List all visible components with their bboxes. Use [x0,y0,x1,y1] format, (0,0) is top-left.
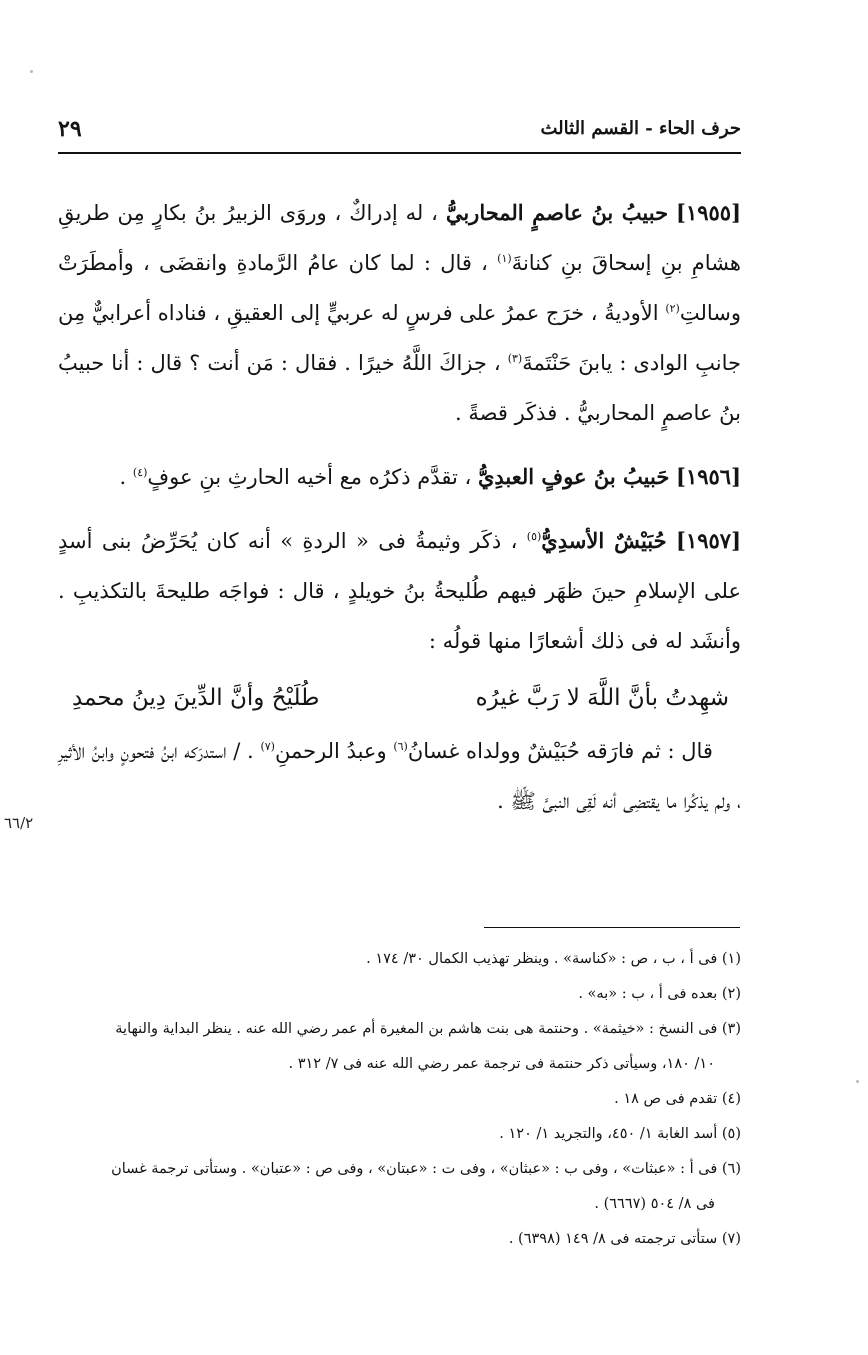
entry-name: حَبيبُ بنُ عوفٍ العبدِيُّ [477,464,670,489]
entry-text: ، له إدراكٌ ، وروَى الزبيرُ بنُ بكارٍ مِن طريقِ هشامِ بنِ إسحاقَ بنِ كنانةَ [58,201,742,275]
entry-text: ، جزاكَ اللَّهُ خيرًا . فقال : مَن أنت ؟ قال : أنا حبيبُ بنُ عاصمٍ المحاربيُّ . فذكَر قصةً . [58,351,741,425]
footnote-7: (٧) ستأتى ترجمته فى ٨/ ١٤٩ (٦٣٩٨) . [508,1231,741,1247]
footnote-ref[interactable]: (٣) [507,352,523,365]
footnote-ref[interactable]: (٦) [393,740,408,753]
main-text [58,188,741,826]
entry-number: [١٩٥٧] [676,528,741,553]
entry-name: حبيبُ بنُ عاصمٍ المحاربيُّ [445,200,669,225]
footnote-ref[interactable]: (٧) [260,740,275,753]
footnote-ref[interactable]: (٢) [665,302,680,315]
footnote-5: (٥) أسد الغابة ١/ ٤٥٠، والتجريد ١/ ١٢٠ . [499,1126,741,1142]
entry-intro [58,516,741,666]
header-rule [58,152,741,154]
entry-1956 [58,452,741,502]
footnote-ref[interactable]: (٤) [132,466,148,479]
entry-text: وعبدُ الرحمنِ [274,739,387,763]
entry-text: . [119,465,127,489]
footnote-6: (٦) فى أ : «عبثات» ، وفى ب : «عبثان» ، وفى ت : «عبتان» ، وفى ص : «عتبان» . وستأتى ترجمة غسان [111,1161,741,1177]
entry-number: [١٩٥٦] [676,464,741,489]
footnote-1: (١) فى أ ، ب ، ص : «كناسة» . وينظر تهذيب الكمال ٣٠/ ١٧٤ . [366,951,741,967]
poem-verse [58,670,741,726]
verse-first-hemistich: شهِدتُ بأنَّ اللَّهَ لا رَبَّ غيرُه [475,685,729,711]
entry-text: الأوديةُ ، خرَج عمرُ على فرسٍ له عربيٍّ إلى العقيقِ ، فناداه أعرابيٌّ مِن جانبِ الوادى : يابنَ حَنْتَمةَ [58,301,741,375]
entry-1955 [58,188,741,438]
page-number: ٢٩ [58,116,82,142]
scan-speck [856,1080,859,1083]
footnote-6-continued: فى ٨/ ٥٠٤ (٦٦٦٧) . [594,1196,715,1212]
margin-page-reference: ٦٦/٢ [4,814,34,832]
page-header [58,112,741,148]
scan-speck [30,70,33,73]
entry-text: ، قال : لما كان عامُ الرَّمادةِ وانقضَى ، وأمطَرَتْ وسالتِ [58,251,741,325]
footnote-ref[interactable]: (٥) [526,530,542,543]
entry-continuation [58,726,741,826]
verse-second-hemistich: طُلَيْحُ وأنَّ الدِّينَ دِينُ محمدِ [72,685,320,711]
entry-1957 [58,516,741,826]
footnote-4: (٤) تقدم فى ص ١٨ . [614,1091,741,1107]
footnotes [58,942,741,1257]
footnote-3-continued: ١٠/ ١٨٠، وسيأتى ذكر حنتمة فى ترجمة عمر رضي الله عنه فى ٧/ ٣١٢ . [288,1056,715,1072]
entry-text: ، تقدَّم ذكرُه مع أخيه الحارثِ بنِ عوفٍ [147,465,472,489]
footnote-separator [484,927,740,928]
entry-name: حُبَيْشٌ الأسدِيُّ [541,528,667,553]
entry-text: ، ذكَر وثيمةُ فى « الردةِ » أنه كان يُحَرِّضُ بنى أسدٍ على الإسلامِ حينَ ظهَر فيهم طُليحةُ بنُ خويلدٍ ، قال : فواجَه طليحةَ بالتكذيبِ . وأنشَد له فى ذلك أشعارًا منها قولُه : [58,529,741,653]
footnote-ref[interactable]: (١) [497,252,512,265]
entry-number: [١٩٥٥] [676,200,741,225]
entry-text: . / استدرَكه ابنُ فتحونٍ وابنُ الأثيرِ ، ولم يذكُرا ما يقتضِى أنه لَقِى النبىَّ ﷺ . [58,739,741,813]
footnote-3: (٣) فى النسخ : «خيثمة» . وحنتمة هى بنت هاشم بن المغيرة أم عمر رضي الله عنه . ينظر البداية والنهاية [115,1021,741,1037]
running-head: حرف الحاء - القسم الثالث [540,118,741,139]
entry-text: قال : ثم فارَقه حُبَيْشٌ وولداه غسانُ [407,739,713,763]
footnote-2: (٢) بعده فى أ ، ب : «به» . [578,986,741,1002]
